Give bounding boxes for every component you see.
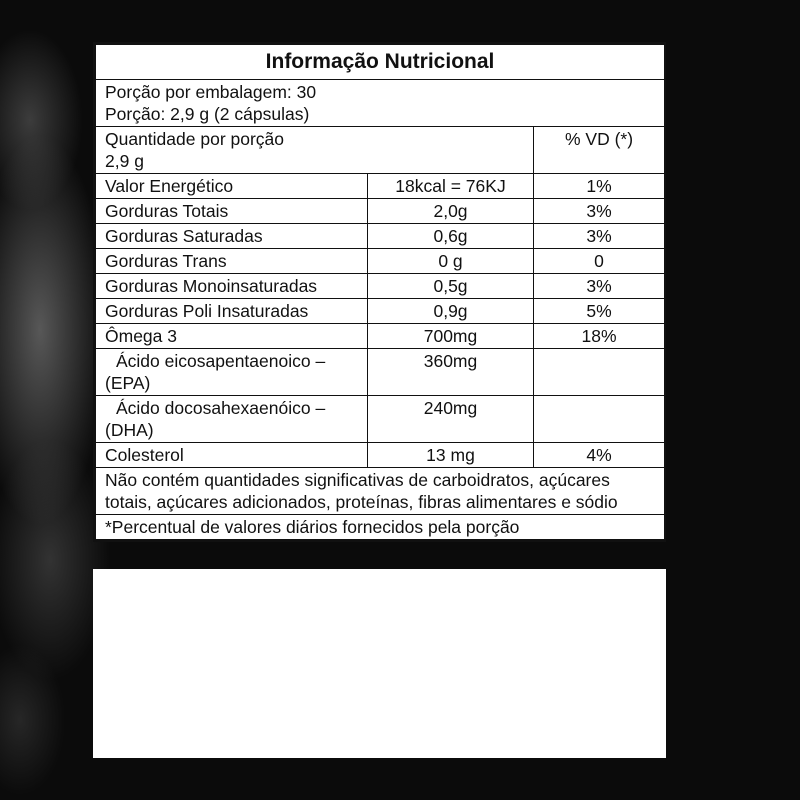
table-row: [96, 249, 665, 274]
nutrient-name-line: Ácido eicosapentaenoico –: [116, 351, 326, 371]
table-title: Informação Nutricional: [96, 45, 665, 80]
nutrient-amount: 700mg: [368, 324, 534, 349]
table-row: [96, 199, 665, 224]
table-row: [96, 396, 665, 443]
nutrient-name: Gorduras Totais: [96, 199, 368, 224]
vd-header: % VD (*): [534, 127, 665, 174]
nutrient-name: [96, 396, 368, 443]
quantity-weight: 2,9 g: [105, 151, 144, 171]
serving-info: [96, 80, 665, 127]
nutrient-amount: 240mg: [368, 396, 534, 443]
table-row: [96, 324, 665, 349]
table-row: [96, 174, 665, 199]
table-row: [96, 299, 665, 324]
table-row: [96, 349, 665, 396]
nutrient-name: Gorduras Trans: [96, 249, 368, 274]
nutrition-facts-panel: [93, 42, 666, 542]
nutrient-amount: 0,6g: [368, 224, 534, 249]
nutrient-vd: 3%: [534, 224, 665, 249]
nutrient-amount: 0,9g: [368, 299, 534, 324]
nutrient-vd: [534, 349, 665, 396]
table-row: [96, 443, 665, 468]
nutrient-vd: 5%: [534, 299, 665, 324]
table-row: [96, 224, 665, 249]
not-significant-note: Não contém quantidades significativas de carboidratos, açúcares totais, açúcares adicionados, proteínas, fibras alimentares e sódio: [96, 468, 665, 515]
nutrient-name: Gorduras Monoinsaturadas: [96, 274, 368, 299]
nutrient-name: [96, 349, 368, 396]
nutrient-name: Valor Energético: [96, 174, 368, 199]
nutrient-name-line: (DHA): [105, 420, 154, 440]
nutrient-vd: [534, 396, 665, 443]
nutrient-name-line: (EPA): [105, 373, 151, 393]
nutrient-name: Gorduras Poli Insaturadas: [96, 299, 368, 324]
quantity-header: [96, 127, 534, 174]
servings-per-package: Porção por embalagem: 30: [105, 82, 317, 102]
nutrient-vd: 4%: [534, 443, 665, 468]
nutrient-amount: 18kcal = 76KJ: [368, 174, 534, 199]
nutrient-vd: 3%: [534, 274, 665, 299]
nutrient-name-line: Ácido docosahexaenóico –: [116, 398, 326, 418]
daily-value-footnote: *Percentual de valores diários fornecidos pela porção: [96, 515, 665, 540]
nutrient-name: Ômega 3: [96, 324, 368, 349]
nutrient-amount: 0 g: [368, 249, 534, 274]
nutrient-amount: 13 mg: [368, 443, 534, 468]
blank-panel: [93, 569, 666, 758]
nutrient-amount: 360mg: [368, 349, 534, 396]
nutrient-name: Colesterol: [96, 443, 368, 468]
nutrient-amount: 2,0g: [368, 199, 534, 224]
table-row: [96, 274, 665, 299]
nutrient-vd: 0: [534, 249, 665, 274]
serving-size: Porção: 2,9 g (2 cápsulas): [105, 104, 310, 124]
nutrition-table: [95, 44, 665, 540]
nutrient-vd: 18%: [534, 324, 665, 349]
quantity-label: Quantidade por porção: [105, 129, 285, 149]
nutrient-amount: 0,5g: [368, 274, 534, 299]
nutrient-name: Gorduras Saturadas: [96, 224, 368, 249]
nutrient-vd: 3%: [534, 199, 665, 224]
nutrient-vd: 1%: [534, 174, 665, 199]
